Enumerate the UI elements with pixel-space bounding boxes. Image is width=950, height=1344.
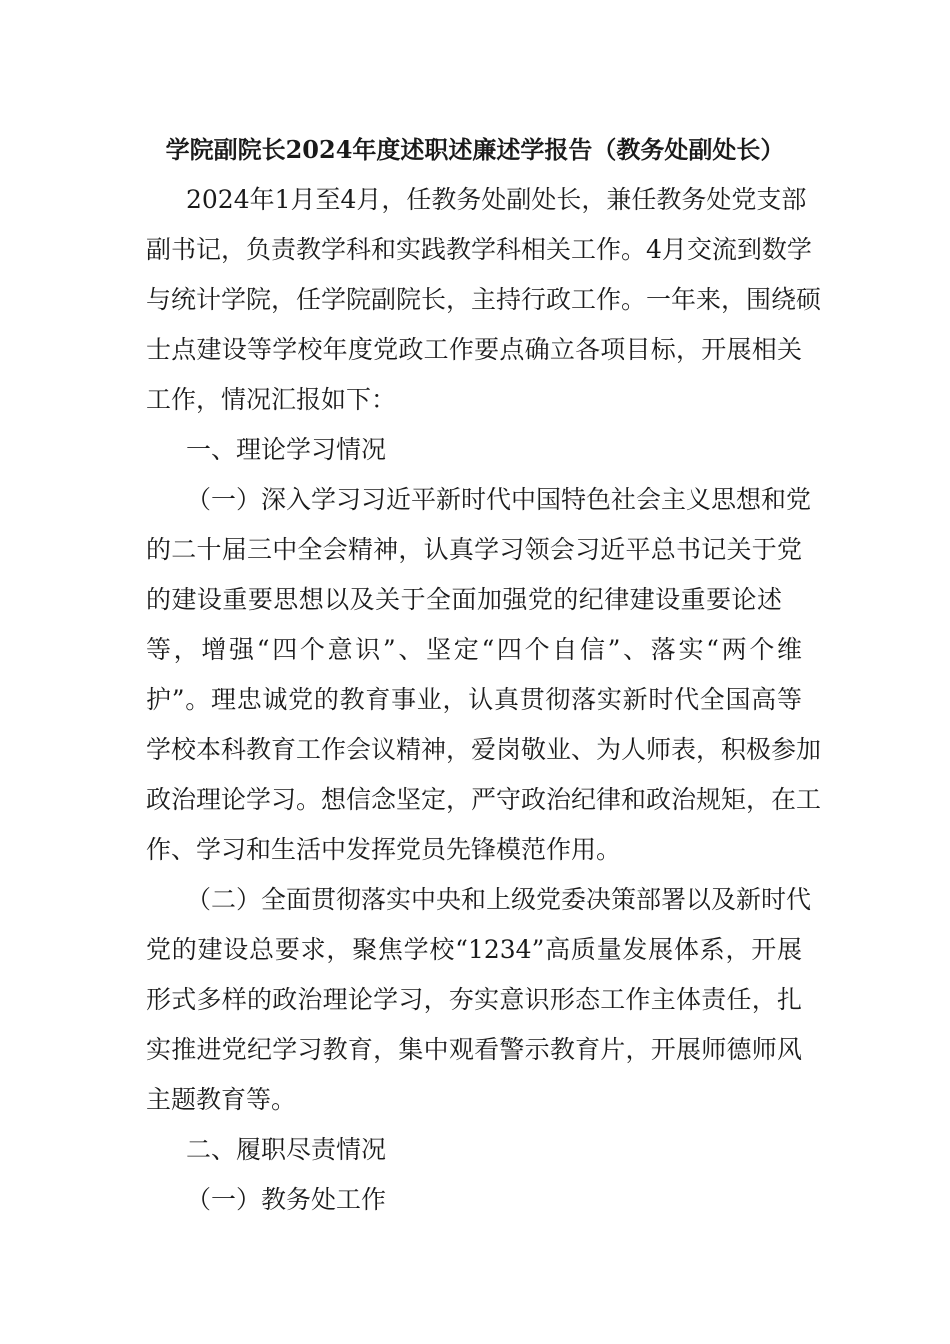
paragraph-line: 政治理论学习。想信念坚定，严守政治纪律和政治规矩，在工: [146, 785, 822, 814]
paragraph-line: 士点建设等学校年度党政工作要点确立各项目标，开展相关: [146, 335, 802, 364]
paragraph-line: （二）全面贯彻落实中央和上级党委决策部署以及新时代: [186, 885, 812, 914]
paragraph-line: 形式多样的政治理论学习，夯实意识形态工作主体责任，扎: [146, 985, 802, 1014]
paragraph-line: 副书记，负责教学科和实践教学科相关工作。4月交流到数学: [146, 235, 812, 264]
section-heading: 一、理论学习情况: [186, 435, 387, 464]
paragraph-line: （一）深入学习习近平新时代中国特色社会主义思想和党: [186, 485, 812, 514]
paragraph-line: 护”。理忠诚党的教育事业，认真贯彻落实新时代全国高等: [146, 685, 802, 714]
document-title: 学院副院长2024年度述职述廉述学报告（教务处副处长）: [165, 135, 785, 164]
paragraph-line: 主题教育等。: [146, 1085, 297, 1114]
paragraph-line: 党的建设总要求，聚焦学校“1234”高质量发展体系，开展: [146, 935, 802, 964]
section-heading: 二、履职尽责情况: [186, 1135, 387, 1164]
paragraph-line: 的建设重要思想以及关于全面加强党的纪律建设重要论述: [146, 585, 782, 614]
subsection-heading: （一）教务处工作: [186, 1185, 387, 1214]
paragraph-line: 工作，情况汇报如下：: [146, 385, 397, 414]
paragraph-line: 作、学习和生活中发挥党员先锋模范作用。: [146, 835, 622, 864]
paragraph-line: 2024年1月至4月，任教务处副处长，兼任教务处党支部: [186, 185, 807, 214]
paragraph-line: 学校本科教育工作会议精神，爱岗敬业、为人师表，积极参加: [146, 735, 822, 764]
paragraph-line: 的二十届三中全会精神，认真学习领会习近平总书记关于党: [146, 535, 802, 564]
paragraph-line: 与统计学院，任学院副院长，主持行政工作。一年来，围绕硕: [146, 285, 822, 314]
paragraph-line: 实推进党纪学习教育，集中观看警示教育片，开展师德师风: [146, 1035, 802, 1064]
paragraph-line: 等，增强“四个意识”、坚定“四个自信”、落实“两个维: [146, 635, 802, 664]
